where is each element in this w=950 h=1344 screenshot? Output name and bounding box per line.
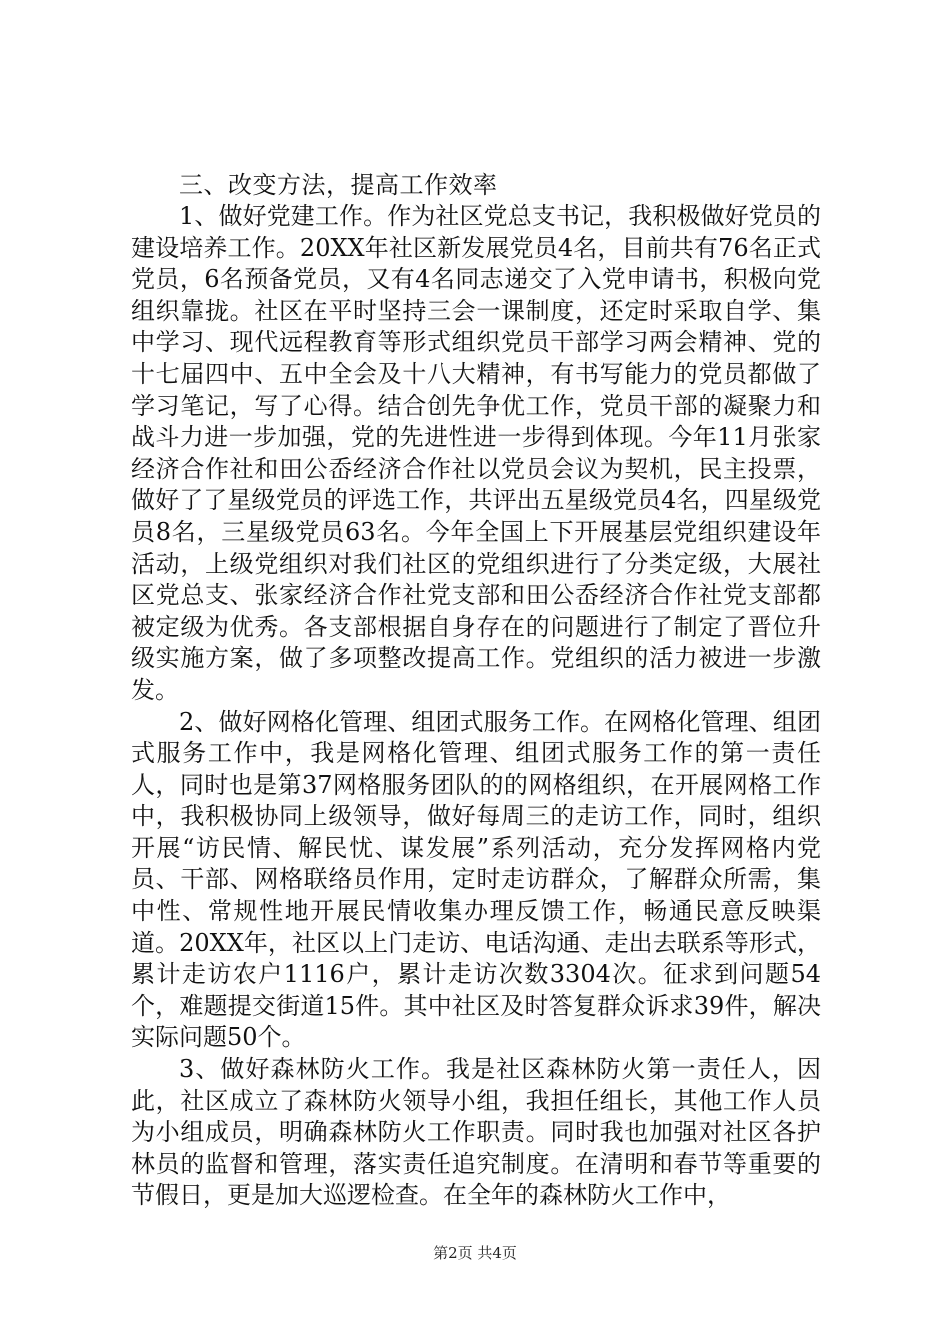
section-heading: 三、改变方法，提高工作效率 bbox=[179, 171, 498, 199]
paragraph-party-building: 1、做好党建工作。作为社区党总支书记，我积极做好党员的建设培养工作。20XX年社区新发展党员4名，目前共有76名正式党员，6名预备党员，又有4名同志递交了入党申请书，积极向党组织靠拢。社区在平时坚持三会一课制度，还定时采取自学、集中学习、现代远程教育等形式组织党员干部学习两会精神、党的十七届四中、五中全会及十八大精神，有书写能力的党员都做了学习笔记，写了心得。结合创先争优工作，党员干部的凝聚力和战斗力进一步加强，党的先进性进一步得到体现。今年11月张家经济合作社和田公岙经济合作社以党员会议为契机，民主投票，做好了了星级党员的评选工作，共评出五星级党员4名，四星级党员8名，三星级党员63名。今年全国上下开展基层党组织建设年活动，上级党组织对我们社区的党组织进行了分类定级，大展社区党总支、张家经济合作社党支部和田公岙经济合作社党支部都被定级为优秀。各支部根据自身存在的问题进行了制定了晋位升级实施方案，做了多项整改提高工作。党组织的活力被进一步激发。 bbox=[131, 202, 821, 704]
paragraph-grid-management: 2、做好网格化管理、组团式服务工作。在网格化管理、组团式服务工作中，我是网格化管理、组团式服务工作的第一责任人，同时也是第37网格服务团队的的网格组织，在开展网格工作中，我积极协同上级领导，做好每周三的走访工作，同时，组织开展“访民情、解民忧、谋发展”系列活动，充分发挥网格内党员、干部、网格联络员作用，定时走访群众，了解群众所需，集中性、常规性地开展民情收集办理反馈工作，畅通民意反映渠道。20XX年，社区以上门走访、电话沟通、走出去联系等形式，累计走访农户1116户，累计走访次数3304次。征求到问题54个，难题提交街道15件。其中社区及时答复群众诉求39件，解决实际问题50个。 bbox=[131, 707, 821, 1052]
page-number-footer: 第2页 共4页 bbox=[433, 1244, 517, 1262]
paragraph-forest-fire: 3、做好森林防火工作。我是社区森林防火第一责任人，因此，社区成立了森林防火领导小组，我担任组长，其他工作人员为小组成员，明确森林防火工作职责。同时我也加强对社区各护林员的监督和管理，落实责任追究制度。在清明和春节等重要的节假日，更是加大巡逻检查。在全年的森林防火工作中， bbox=[131, 1055, 821, 1210]
document-body bbox=[131, 170, 821, 1212]
